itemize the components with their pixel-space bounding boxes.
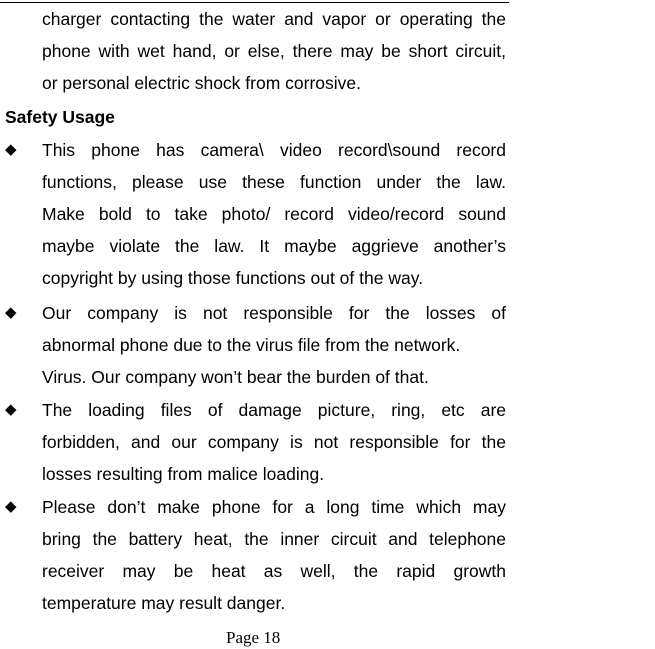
bullet-line: Virus. Our company won’t bear the burden of that. xyxy=(42,367,429,387)
continuation-line: or personal electric shock from corrosive. xyxy=(42,73,361,93)
bullet-line: Please don’t make phone for a long time which may xyxy=(42,497,506,517)
header-rule xyxy=(0,2,509,3)
bullet-line: functions, please use these function under the law. xyxy=(42,172,506,192)
diamond-bullet-icon: ◆ xyxy=(5,401,17,418)
section-heading: Safety Usage xyxy=(5,107,115,127)
bullet-line: losses resulting from malice loading. xyxy=(42,464,325,484)
bullet-line: Our company is not responsible for the losses of xyxy=(42,303,506,323)
bullet-line: bring the battery heat, the inner circuit and telephone xyxy=(42,529,506,549)
diamond-bullet-icon: ◆ xyxy=(5,498,17,515)
bullet-line: This phone has camera\ video record\sound record xyxy=(42,140,506,160)
continuation-line: charger contacting the water and vapor or operating the xyxy=(42,9,506,29)
bullet-line: abnormal phone due to the virus file from the network. xyxy=(42,335,461,355)
bullet-line: copyright by using those functions out of the way. xyxy=(42,268,424,288)
bullet-line: receiver may be heat as well, the rapid growth xyxy=(42,561,506,581)
bullet-line: Make bold to take photo/ record video/record sound xyxy=(42,204,506,224)
diamond-bullet-icon: ◆ xyxy=(5,304,17,321)
bullet-line: temperature may result danger. xyxy=(42,593,286,613)
bullet-line: forbidden, and our company is not responsible for the xyxy=(42,432,506,452)
bullet-line: maybe violate the law. It maybe aggrieve another’s xyxy=(42,236,506,256)
page-number: Page 18 xyxy=(226,628,281,647)
diamond-bullet-icon: ◆ xyxy=(5,141,17,158)
continuation-line: phone with wet hand, or else, there may be short circuit, xyxy=(42,41,506,61)
bullet-line: The loading files of damage picture, ring, etc are xyxy=(42,400,506,420)
